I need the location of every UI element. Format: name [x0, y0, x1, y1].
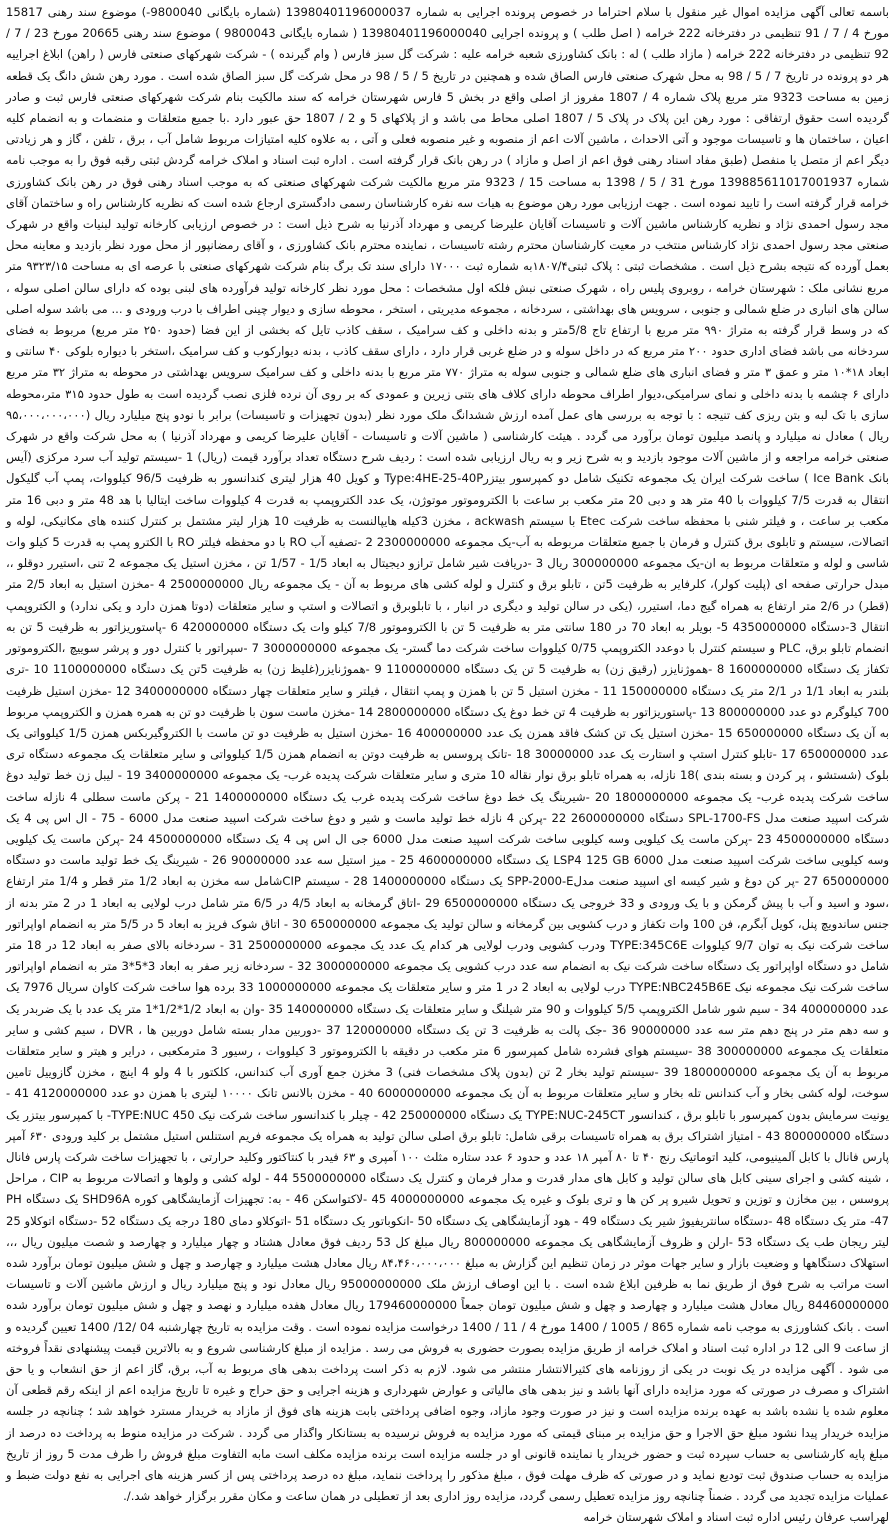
notice-signature: لهراسب عرفان رئیس اداره ثبت اسناد و املاک شهرستان خرامه — [583, 1510, 889, 1525]
notice-body: باسمه تعالی آگهی مزایده اموال غیر منقول با سلام احتراما در خصوص پرونده اجرایی به شماره 13980401196000037 (شماره بایگانی 9800040-) موضوع سند رهنی 15817 مورخ 4 / 7 / 91 تنظیمی در دفترخانه 222 خرامه ( اصل طلب ) و پرونده اجرایی 13980401196000040 ( شماره بایگانی 9800043 ) موضوع سند رهنی 20665 مورخ 23 / 7 / 92 تنظیمی در دفترخانه 222 خرامه ( مازاد طلب ) له : بانک کشاورزی شعبه خرامه علیه : شرکت گل سبز فارس ( وام گیرنده ) - شرکت شهرکهای صنعتی فارس ( راهن) ابلاغ اجراییه هر دو پرونده در تاریخ 7 / 5 / 98 به محل شهرک صنعتی فارس الصاق شده و همچنین در تاریخ 5 / 5 / 98 در محل شرکت گل سبز الصاق شده است . مورد رهن شش دانگ یک قطعه زمین به مساحت 9323 متر مربع پلاک شماره 4 / 1807 مفروز از اصلی واقع در بخش 5 فارس شهرستان خرامه که سند مالکیت بنام شرکت شهرکهای صنعتی فارس ثبت و صادر گردیده است حقوق ارتفاقی : مورد رهن این پلاک در پلاک 5 / 1807 اصلی محاط می باشد و از پلاکهای 5 و 2 / 1807 حق عبور دارد .با جمیع متعلقات و منضمات و به انضمام کلیه اعیان ، ساختمان ها و تاسیسات موجود و آتی الاحداث ، ماشین آلات اعم از منصوبه و غیر منصوبه فعلی و آتی ، به علاوه کلیه امتیازات مربوط شامل آب ، برق ، تلفن ، گاز و هر زیادتی دیگر اعم از متصل یا منفصل (طبق مفاد اسناد رهنی فوق اعم از اصل و مازاد ) در رهن بانک قرار گرفته است . اداره ثبت اسناد و املاک خرامه گردش ثبتی رقبه فوق را به موجب نامه شماره 139885611017001937 مورخ 31 / 5 / 1398 به مساحت 15 / 9323 متر مربع مالکیت شرکت شهرکهای صنعتی که به موجب اسناد رهنی فوق در رهن بانک کشاورزی خرامه قرار گرفته است را تایید نموده است . جهت ارزیابی مورد رهن موضوع به هیات سه نفره کارشناسان رسمی دادگستری ارجاع شده است که نظریه کارشناس راه و ساختمان آقای مجد رسول احمدی نژاد و نظریه کارشناس ماشین آلات و تاسیسات آقایان علیرضا کریمی و مهرداد آذرنیا به شرح ذیل است : در خصوص ارزیابی کارخانه تولید لبنیات واقع در شهرک صنعتی مجد رسول احمدی نژاد کارشناس منتخب در معیت کارشناسان محترم رشته تاسیسات ، نماینده محترم بانک کشاورزی ، و آقای رمضانپور از محل مورد نظر بازدید و معاینه محل بعمل آورده که نتیجه بشرح ذیل است . مشخصات ثبتی : پلاک ثبتی۱۸۰۷/۴به شماره ثبت ۱۷۰۰۰ دارای سند تک برگ بنام شرکت شهرکهای صنعتی با عرصه ای به مساحت ۹۳۲۳/۱۵ متر مربع نشانی ملک : شهرستان خرامه ، روبروی پلیس راه ، شهرک صنعتی نبش فلکه اول مشخصات : محل مورد نظر کارخانه تولید فرآورده های لبنی بوده که دارای سالن اصلی سوله ، سالن های انباری در ضلع شمالی و جنوبی ، سرویس های بهداشتی ، سردخانه ، مجموعه مدیریتی ، استخر ، محوطه سازی و دیوار چینی اطراف با درب ورودی و ... می باشد سوله اصلی که در وسط قرار گرفته به متراژ ۹۹۰ متر مربع با ارتفاع تاج 5/8متر و بدنه داخلی و کف سرامیک ، سقف کاذب تایل که بخشی از این فضا (حدود ۲۵۰ متر مربع) مربوط به فضای سردخانه می باشد فضای اداری حدود ۲۰۰ متر مربع که در داخل سوله و در ضلع غربی قرار دارد ، دارای سقف کاذب ، بدنه دیوارکوب و کف سرامیک ،استخر با دیواره بلوکی ۴۰ سانتی و ابعاد ۱۸*۱۰ متر و عمق ۳ متر و فضای انباری های ضلع شمالی و جنوبی سوله به متراژ ۷۷۰ متر مربع با بدنه داخلی و کف سرامیک سرویس بهداشتی در محوطه به متراژ ۳۲ متر مربع دارای ۶ چشمه با بدنه داخلی و نمای سرامیکی،دیوار اطراف محوطه دارای کلاف های بتنی زیرین و عمودی که بر روی آن نرده فلزی نصب گردیده است به طول حدود ۳۱۵ متر،محوطه سازی با تک لبه و بتن ریزی کف تنیجه : با توجه به بررسی های عمل آمده ارزش ششدانگ ملک مورد نظر (بدون تجهیزات و تاسیسات) برابر با نودو پنج میلیارد ریال (۹۵،۰۰۰،۰۰۰،۰۰۰ ریال ) معادل نه میلیارد و پانصد میلیون تومان برآورد می گردد . هیئت کارشناسی ( ماشین آلات و تاسیسات - آقایان علیرضا کریمی و مهرداد آذرنیا ) به محل شرکت واقع در شهرک صنعتی خرامه مراجعه و از ماشین آلات موجود بازدید و به شرح زیر و به ریال ارزیابی شده است : ردیف شرح دستگاه تعداد برآورد قیمت (ریال) 1 -سیستم تولید آب سرد مرکزی (آیس بانک Ice Bank ) ساخت شرکت ایران یک مجموعه تکنیک شامل دو کمپرسور بیتزرType:4HE-25-40P و کویل 40 هزار لیتری کندانسور به ظرفیت 96/5 کیلووات، پمپ آب گلیکول انتقال به قدرت 7/5 کیلووات با 40 متر هد و دبی 20 متر مکعب بر ساعت با الکتروموتور موتوژن، یک عدد الکتروپمپ به قدرت 4 کیلووات ساخت ایتالیا با هد 48 متر و دبی 16 متر مکعب بر ساعت ، و فیلتر شنی با محفظه ساخت شرکت Etec با سیستم ackwash ، مخزن 3کیله هایپالنست به ظرفیت 10 هزار لیتر مشتمل بر کنترل کننده های مکانیکی، لوله و اتصالات، سیستم و تابلوی برق کنترل و فرمان با جمیع متعلقات مربوطه به آب-یک مجموعه 2300000000 2 -تصفیه آب RO با دو محفظه فیلتر RO با الکترو پمپ به قدرت 5 کیلو وات شاسی و لوله و متعلقات مربوط به ان-یک مجموعه 300000000 ریال 3 -دریافت شیر شامل ترازو دیجیتال به ابعاد 1/5 - 1/57 تن ، مخزن استیل یک مجموعه 2 تنی ،استیرر دوقلو ،، مبدل حرارتی صفحه ای (پلیت کولر)، کلرفایر به ظرفیت 5تن ، تابلو برق و کنترل و لوله کشی های مربوط به آن - یک مجموعه ریال 2500000000 4 -مخزن استیل به ابعاد 2/5 متر (قطر) در 2/6 متر ارتفاع به همراه گیج دما، استیرر، (یکی در سالن تولید و دیگری در انبار ، با تابلوبرق و اتصالات و استپ و سایر متعلقات (دوتا همزن دارد و یکی ندارد) و الکتروپمپ انتقال 3-دستگاه 4350000000 5- بویلر به ابعاد 70 در 180 سانتی متر به ظرفیت 5 تن با الکتروموتور 7/8 کیلو وات یک دستگاه 420000000 6 -پاستوریزاتور به ظرفیت 5 تن به انضمام تابلو برق، PLC و سیستم کنترل با دوعدد الکتروپمپ 0/75 کیلووات ساخت شرکت دما گستر- یک مجموعه 3000000000 7 -سپراتور با کنترل دور و پرشر سوییچ ،الکتروموتور تکفاز یک دستگاه 1600000000 8 -هموژنایزر (رقیق زن) به ظرفیت 5 تن یک دستگاه 1100000000 9 -هموژنایزر(غلیظ زن) به ظرفیت 5تن یک دستگاه 1100000000 10 -تری بلندر به ابعاد 1/1 در 2/1 متر یک دستگاه 150000000 11 - مخزن استیل 5 تن با همزن و پمپ انتقال ، فیلتر و سایر متعلقات چهار دستگاه 3400000000 12 -مخزن استیل ظرفیت 700 کیلوگرم دو عدد 800000000 13 -پاستوریزاتور به ظرفیت 4 تن خط دوغ یک دستگاه 2800000000 14 -مخزن ماست سون با ظرفیت دو تن به همره همزن و الکتروپمپ مربوط به آن یک دستگاه 650000000 15 -مخزن استیل یک تن کشک فاقد همزن یک عدد 400000000 16 -مخزن استیل به ظرفیت دو تن ماست با الکتروگیربکس همزن 1/5 کیلوواتی یک عدد 650000000 17 -تابلو کنترل استپ و استارت یک عدد 30000000 18 -تانک پروسس به ظرفیت دوتن به انضمام همزن 1/5 کیلوواتی و سایر متعلقات یک مجموعه دستگاه تری بلوک (شستشو ، پر کردن و بسته بندی )18 نازله، به همراه تابلو برق نوار نقاله 10 متری و سایر متعلقات شرکت پدیده غرب- یک مجموعه 3400000000 19 - لیبل زن خط تولید دوغ ساخت شرکت پدیده غرب- یک مجموعه 1800000000 20 -شیرینگ یک خط دوغ ساخت شرکت پدیده غرب یک دستگاه 1400000000 21 - پرکن ماست سطلی 4 نازله ساخت شرکت اسپید صنعت مدل SPL-1700-FS دستگاه 2600000000 22 -پرکن 4 نازله خط تولید ماست و شیر و دوغ ساخت شرکت اسپید صنعت مدل 6000 - 75 - ال اس پی 4 یک دستگاه 4500000000 23 -پرکن ماست یک کیلویی وسه کیلویی ساخت شرکت اسپید صنعت مدل 6000 جی ال اس پی 4 یک دستگاه 4500000000 24 -پرکن ماست یک کیلویی وسه کیلویی ساخت شرکت اسپید صنعت مدل LSP4 125 GB 6000 یک دستگاه 4600000000 25 - میز استیل سه عدد 90000000 26 - شیرینگ یک خط تولید ماست دو دستگاه 650000000 27 -پر کن دوغ و شیر کیسه ای اسپید صنعت مدلSPP-2000-E یک دستگاه 1400000000 28 - سیستم CIPشامل سه مخزن به ابعاد 1/2 متر قطر و 1/4 متر ارتفاع ،سود و اسید و آب با پیش گرمکن و با یک ورودی و 33 خروجی یک دستگاه 6500000000 29 -اتاق گرمخانه به ابعاد 4/5 در 6/5 متر شامل درب لولایی به ابعاد 1 در 2 متر بدنه از جنس ساندویچ پنل، کویل آبگرم، فن 100 وات تکفاز و درب کشویی بین گرمخانه و سالن تولید یک مجموعه 650000000 30 - اتاق شوک فریز به ابعاد 5 در 5/5 متر به انضمام اواپراتور ساخت شرکت نیک به توان 9/7 کیلووات TYPE:345C6E ودرب کشویی ودرب لولایی هر کدام یک عدد یک مجموعه 2500000000 31 - سردخانه بالای صفر به ابعاد 12 در 18 متر شامل دو دستگاه اواپراتور یک دستگاه ساخت شرکت نیک به انضمام سه عدد درب کشویی یک مجموعه 3000000000 32 - سردخانه زیر صفر به ابعاد 3*5*3 متر به انضمام اواپراتور ساخت شرکت نیک مجموعه نیک TYPE:NBC245B6E درب لولایی به ابعاد 2 در 1 متر و سایر متعلقات یک مجموعه 1000000000 33 برده هوا ساخت شرکت کاوان سریال 7976 یک عدد 400000000 34 - سیم شور شامل الکتروپمپ 5/5 کیلووات و 90 متر شیلنگ و سایر متعلقات یک دستگاه 140000000 35 -وان به ابعاد 1/2*1/2*1 متر یک عدد با یک ضربدر یک و سه دهم متر در پنج دهم متر سه عدد 90000000 36 -جک پالت به ظرفیت 3 تن یک دستگاه 120000000 37 -دوربین مدار بسته شامل دوربین ها ، DVR ، سیم کشی و سایر متعلقات یک مجموعه 300000000 38 -سیستم هوای فشرده شامل کمپرسور 6 متر مکعب در دقیقه با الکتروموتور 3 کیلووات ، رسیور 3 مترمکعبی ، درایر و هیتر و سایر متعلقات مربوط به آن یک مجموعه 1800000000 39 -سیستم تولید بخار 2 تن (بدون پلاک مشخصات فنی) 3 مخزن جمع آوری آب کندانس، کلکتور با 4 ولو 4 اینچ ، مخزن گازوییل تامین سوخت، لوله کشی بخار و آب کندانس تله بخار و سایر متعلقات مربوط به آن یک مجموعه 6000000000 40 - مخزن بالانس تانک ۱۰۰۰۰ لیتری با همزن دو عدد 4120000000 41 - یونیت سرمایش بدون کمپرسور با تابلو برق ، کندانسور TYPE:NUC-245CT یک دستگاه 250000000 42 - چیلر با کندانسور ساخت شرکت نیک TYPE:NUC 450- با کمپرسور بیتزر یک دستگاه 800000000 43 - امتیاز اشتراک برق به همراه تاسیسات برقی شامل: تابلو برق اصلی سالن تولید به همراه یک مجموعه فریم استنلس استیل مشتمل بر کلید ورودی ۶۳۰ آمپر پارس فانال با کابل آلمینیومی، کلید اتوماتیک رنج ۴۰ تا ۸۰ آمپر ۱۸ عدد و حدود ۶ عدد ستاره مثلث ۱۰۰ آمپری و ۶۳ فیدر با کنتاکتور وکلید حرارتی ، با تجهیزات ساخت شرکت پارس فانال ، شینه کشی و اجرای سینی کابل های سالن تولید و کابل های مدار قدرت و مدار فرمان و کنترل یک دستگاه 5500000000 44 - لوله کشی و ولوها و اتصالات مربوط به CIP ، مراحل پروسس ، بین مخازن و توزین و تحویل شیرو پر کن ها و تری بلوک و غیره یک مجموعه 4000000000 45 -لاکتواسکن 46 - به: تجهیزات آزمایشگاهی کوره SHD96A یک دستگاه PH -47 متر یک دستگاه 48 -دستگاه سانتریفیوژ شیر یک دستگاه 49 - هود آزمایشگاهی یک دستگاه 50 -انکوباتور یک دستگاه 51 -اتوکلاو دمای 180 درجه یک دستگاه 52 -دستگاه اتوکلاو 25 لیتر ریجان طب یک دستگاه 53 -ارلن و ظروف آزمایشگاهی یک مجموعه 800000000 ریال مبلغ کل 53 ردیف فوق معادل هشتاد و چهار میلیارد و چهارصد و شصت میلیون ریال ،،، استهلاک دستگاهها و وضعیت بازار و سایر جهات موثر در زمان تنظیم این گزارش به مبلغ ۸۴،۴۶۰،۰۰۰،۰۰۰ ریال معادل هشت میلیارد و چهارصد و چهل و شش میلیون تومان برآورد شده است مراتب به شرح فوق از طریق نما به ظرفین ابلاغ شده است . با این اوصاف ارزش ملک 95000000000 ریال معادل نود و پنج میلیارد ریال و ارزش ماشین آلات و تاسیسات 84460000000 ریال معادل هشت میلیارد و چهارصد و چهل و شش میلیون تومان جمعاً 179460000000 ریال معادل هفده میلیارد و نهصد و چهل و شش میلیون تومان برآورد شده است . بانک کشاورزی به موجب نامه شماره 865 / 1005 / 1400 مورخ 4 / 11 / 1400 درخواست مزایده نموده است . وقت مزایده به تاریخ چهارشنبه 04 /12/ 1400 تعیین گردیده و از ساعت 9 الی 12 در اداره ثبت اسناد و املاک خرامه از طریق مزایده بصورت حضوری به فروش می رسد . مزایده از مبلغ کارشناسی شروع و به بالاترین قیمت پیشنهادی نقداً فروخته می شود . آگهی مزایده در یک نوبت در یکی از روزنامه های کثیرالانتشار منتشر می شود. لازم به ذکر است پرداخت بدهی های مربوط به آب، برق، گاز اعم از حق انشعاب و یا حق اشتراک و مصرف در صورتی که مورد مزایده دارای آنها باشد و نیز بدهی های مالیاتی و عوارض شهرداری و هزینه اجرایی و حق حراج و غیره تا تاریخ مزایده اعم از اینکه رقم قطعی آن معلوم شده یا نشده باشد به عهده برنده مزایده است و نیز در صورت وجود مازاد، وجوه اضافی پرداختی بابت هزینه های فوق از مازاد به خریدار مسترد خواهد شد ؛ چنانچه در جلسه مزایده خریدار پیدا نشود مبلغ حق الاجرا و حق مزایده بر مبنای قیمتی که مورد مزایده به فروش نرسیده به بستانکار واگذار می گردد . شرکت در مزایده منوط به پرداخت ده درصد از مبلغ پایه کارشناسی به حساب سپرده ثبت و حضور خریدار یا نماینده قانونی او در جلسه مزایده است برنده مزایده مکلف است مابه التفاوت مبلغ فروش را ظرف مدت 5 روز از تاریخ مزایده به حساب صندوق ثبت تودیع نماید و در صورتی که ظرف مهلت فوق ، مبلغ مذکور را پرداخت ننماید، مبلغ ده درصد پرداختی پس از کسر هزینه های اجرایی به نفع دولت ضبط و عملیات مزایده تجدید می گردد . ضمناً چنانچه روز مزایده تعطیل رسمی گردد، مزایده روز اداری بعد از تعطیلی در همان ساعت و مکان مقرر برگزار خواهد شد./. — [6, 5, 890, 1504]
auction-notice — [6, 0, 890, 1525]
